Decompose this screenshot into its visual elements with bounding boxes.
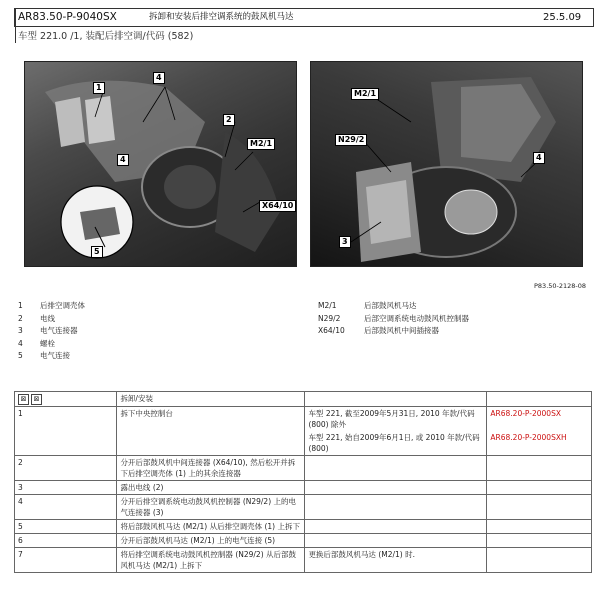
doc-title: 拆卸和安装后排空调系统的鼓风机马达: [149, 12, 294, 22]
legend-left: [18, 300, 288, 366]
photo-left-drawing: [25, 62, 296, 266]
step-note: [305, 407, 487, 456]
step-ref: [487, 407, 592, 456]
reference-link[interactable]: AR68.20-P-2000SXH: [490, 433, 567, 442]
callout-r-4: 4: [533, 152, 545, 164]
callout-5: 5: [91, 246, 103, 258]
step-note: [305, 534, 487, 548]
table-row: [15, 495, 592, 520]
legend-text: 后部鼓风机马达: [364, 301, 417, 310]
legend-key: M2/1: [318, 301, 337, 310]
model-line: 车型 221.0 /1, 装配后排空调/代码 (582): [18, 31, 194, 42]
step-note: [305, 520, 487, 534]
legend-key: 4: [18, 338, 23, 348]
legend-key: 1: [18, 301, 23, 310]
step-action: 分开后部鼓风机马达 (M2/1) 上的电气连接 (5): [117, 534, 305, 548]
legend-text: 后部空调系统电动鼓风机控制器: [364, 313, 469, 323]
legend-text: 电线: [40, 313, 55, 323]
table-row: [15, 534, 592, 548]
step-number: 6: [15, 534, 117, 548]
step-ref: [487, 548, 592, 573]
step-ref: [487, 520, 592, 534]
doc-date: 25.5.09: [543, 12, 582, 23]
step-note-line: 车型 221, 始自2009年6月1日, 或 2010 年款/代码 (800): [308, 433, 480, 453]
remove-icon: ⊠: [18, 394, 29, 405]
document-header: [14, 8, 594, 27]
step-note: [305, 456, 487, 481]
callout-m2-1: M2/1: [247, 138, 275, 150]
photo-right: [310, 61, 583, 267]
legend-key: 5: [18, 351, 23, 360]
header-icons: [15, 392, 117, 407]
callout-x64-10: X64/10: [259, 200, 296, 212]
install-icon: ⊠: [31, 394, 42, 405]
step-note: 更换后部鼓风机马达 (M2/1) 时.: [305, 548, 487, 573]
step-number: 4: [15, 495, 117, 520]
legend-text: 螺栓: [40, 338, 55, 348]
callout-r-3: 3: [339, 236, 351, 248]
table-row: [15, 481, 592, 495]
table-row: [15, 548, 592, 573]
step-number: 7: [15, 548, 117, 573]
step-action: 分开后部鼓风机中间连接器 (X64/10), 然后松开并拆下后排空调壳体 (1) 上的其余连接器: [117, 456, 305, 481]
legend-key: 3: [18, 326, 23, 335]
callout-2: 2: [223, 114, 235, 126]
table-row: [15, 456, 592, 481]
step-note: [305, 495, 487, 520]
step-ref: [487, 534, 592, 548]
callout-4-top: 4: [153, 72, 165, 84]
photo-left: [24, 61, 297, 267]
step-note: [305, 481, 487, 495]
figure-reference: P83.50-2128-08: [534, 282, 587, 290]
step-action: 分开后排空调系统电动鼓风机控制器 (N29/2) 上的电气连接器 (3): [117, 495, 305, 520]
legend-text: 电气连接器: [40, 326, 78, 335]
step-action: 将后排空调系统电动鼓风机控制器 (N29/2) 从后部鼓风机马达 (M2/1) 上拆下: [117, 548, 305, 573]
procedure-table: [14, 391, 592, 573]
step-ref: [487, 456, 592, 481]
legend-key: 2: [18, 313, 23, 323]
callout-r-m2-1: M2/1: [351, 88, 379, 100]
header-action: 拆卸/安装: [117, 392, 305, 407]
step-ref: [487, 481, 592, 495]
legend-text: 电气连接: [40, 351, 70, 360]
callout-1: 1: [93, 82, 105, 94]
legend-text: 后排空调壳体: [40, 301, 85, 310]
step-number: 5: [15, 520, 117, 534]
doc-id: AR83.50-P-9040SX: [18, 11, 117, 23]
legend-right: [318, 300, 598, 340]
step-action: 将后部鼓风机马达 (M2/1) 从后排空调壳体 (1) 上拆下: [117, 520, 305, 534]
legend-text: 后部鼓风机中间插接器: [364, 326, 439, 335]
callout-r-n29-2: N29/2: [335, 134, 367, 146]
step-number: 2: [15, 456, 117, 481]
legend-key: N29/2: [318, 313, 341, 323]
reference-link[interactable]: AR68.20-P-2000SX: [490, 409, 561, 418]
legend-key: X64/10: [318, 326, 345, 335]
table-row: [15, 407, 592, 456]
step-note-line: 车型 221, 截至2009年5月31日, 2010 年款/代码 (800) 除外: [308, 409, 475, 429]
step-number: 3: [15, 481, 117, 495]
callout-4-left: 4: [117, 154, 129, 166]
table-header-row: [15, 392, 592, 407]
step-action: 露出电线 (2): [117, 481, 305, 495]
step-ref: [487, 495, 592, 520]
table-row: [15, 520, 592, 534]
step-number: 1: [15, 407, 117, 456]
step-action: 拆下中央控制台: [117, 407, 305, 456]
